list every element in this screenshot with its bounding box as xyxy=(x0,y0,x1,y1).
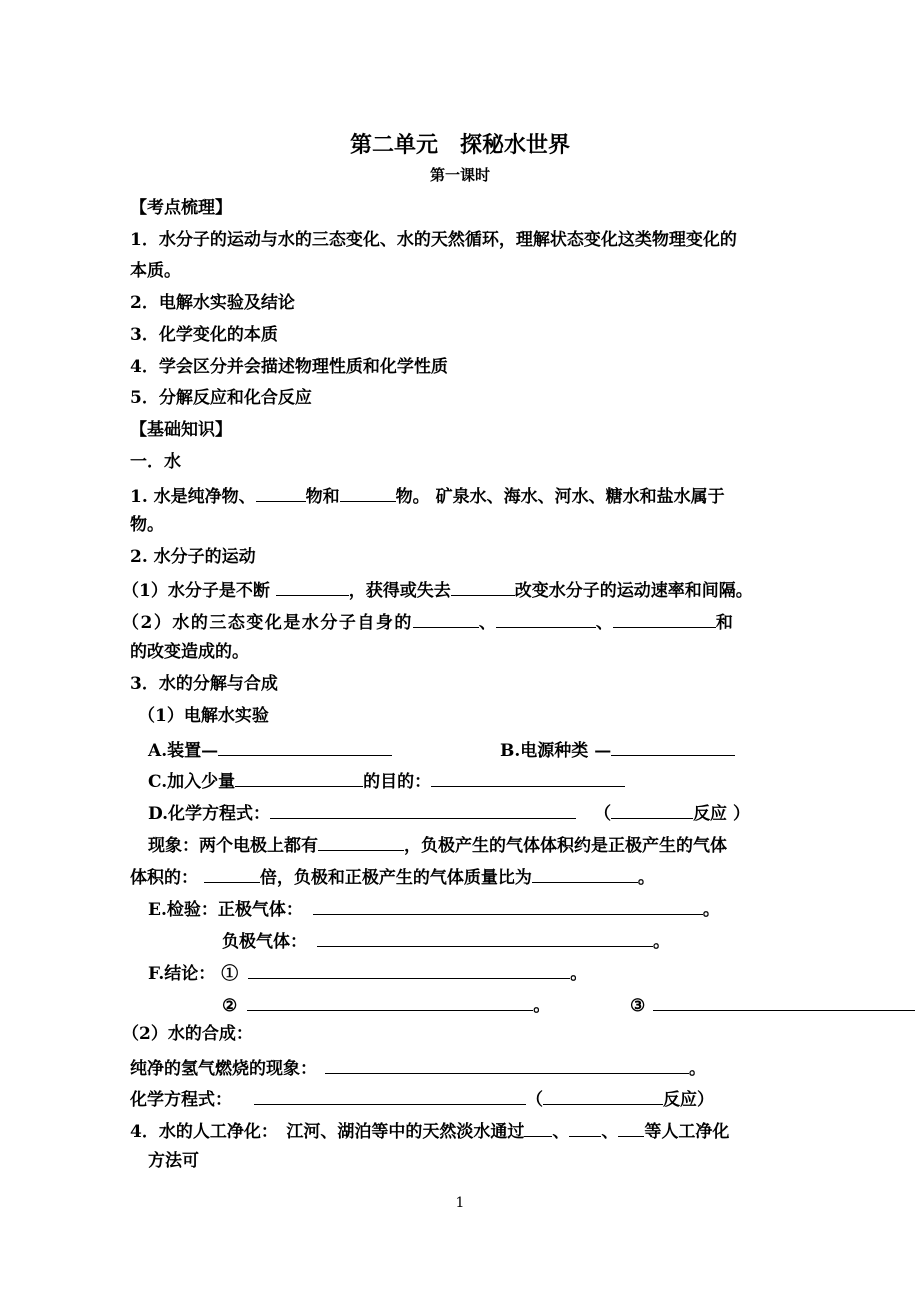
question-2-title: 2. 水分子的运动 xyxy=(130,547,256,567)
item-label: A.装置— xyxy=(148,741,219,761)
item-label: 。 xyxy=(653,932,670,952)
item-f-conclusion-1 xyxy=(148,960,587,985)
answer-blank[interactable] xyxy=(524,1118,552,1137)
phenomenon-text: 倍，负极和正极产生的气体质量比为 xyxy=(259,868,532,888)
page-title: 第二单元 探秘水世界 xyxy=(349,132,570,158)
phenomenon-line-2 xyxy=(130,864,655,889)
answer-blank[interactable] xyxy=(618,1118,644,1137)
q4-text: 、 xyxy=(601,1122,619,1142)
item-label: 。 xyxy=(702,900,720,920)
answer-blank[interactable] xyxy=(569,1118,601,1137)
answer-blank[interactable] xyxy=(653,992,915,1011)
answer-blank[interactable] xyxy=(413,609,479,628)
item-label: D.化学方程式： xyxy=(148,804,271,824)
item-a-apparatus xyxy=(148,737,392,762)
q4-text: 等人工净化 xyxy=(644,1122,730,1142)
question-4 xyxy=(130,1118,729,1143)
answer-blank[interactable] xyxy=(204,864,260,883)
kaodian-heading: 【考点梳理】 xyxy=(130,198,232,218)
question-2-cont: 的改变造成的。 xyxy=(130,642,249,662)
item-d-equation xyxy=(148,800,750,825)
item-label: C.加入少量 xyxy=(148,772,236,792)
page-number: 1 xyxy=(455,1195,465,1211)
answer-blank[interactable] xyxy=(318,832,404,851)
item-f-conclusion-2 xyxy=(222,992,550,1017)
q4-text: 、 xyxy=(552,1122,570,1142)
q1-text: 1. 水是纯净物、 xyxy=(130,487,256,507)
question-2-2 xyxy=(122,609,733,634)
kaodian-item: 1．水分子的运动与水的三态变化、水的天然循环，理解状态变化这类物理变化的 xyxy=(130,230,737,250)
item-label: E.检验：正极气体： xyxy=(148,900,303,920)
answer-blank[interactable] xyxy=(313,896,703,915)
answer-blank[interactable] xyxy=(543,1086,663,1105)
item-label: 负极气体： xyxy=(222,932,307,952)
answer-blank[interactable] xyxy=(611,800,693,819)
phenomenon-text: 体积的： xyxy=(130,868,204,888)
kaodian-item: 4．学会区分并会描述物理性质和化学性质 xyxy=(130,357,448,377)
q2-text: ，获得或失去 xyxy=(348,581,451,601)
kaodian-item: 5．分解反应和化合反应 xyxy=(130,388,312,408)
phenomenon-text: 现象：两个电极上都有 xyxy=(148,836,318,856)
item-label: 化学方程式： xyxy=(130,1090,232,1110)
item-label: 反应） xyxy=(663,1090,714,1110)
item-label: （ xyxy=(526,1090,543,1110)
item-label: （ xyxy=(594,804,612,824)
hydrogen-combustion xyxy=(130,1055,706,1080)
answer-blank[interactable] xyxy=(325,1055,689,1074)
answer-blank[interactable] xyxy=(254,1086,526,1105)
item-label: ② xyxy=(222,996,238,1016)
electrolysis-subtitle: （1）电解水实验 xyxy=(138,706,269,726)
kaodian-item: 3．化学变化的本质 xyxy=(130,325,278,345)
answer-blank[interactable] xyxy=(317,928,653,947)
phenomenon-line-1 xyxy=(148,832,727,857)
q2-text: 、 xyxy=(595,613,613,633)
part-heading-water: 一．水 xyxy=(130,452,181,472)
item-e-test-positive xyxy=(148,896,720,921)
item-f-conclusion-3 xyxy=(630,992,915,1017)
kaodian-item: 本质。 xyxy=(130,261,181,281)
answer-blank[interactable] xyxy=(431,768,625,787)
item-label: ③ xyxy=(630,996,646,1016)
water-synthesis-subtitle: （2）水的合成： xyxy=(122,1024,253,1044)
q2-text: 和 xyxy=(715,613,733,633)
item-b-power xyxy=(500,737,735,762)
item-label: 。 xyxy=(533,996,551,1016)
answer-blank[interactable] xyxy=(532,864,638,883)
q2-text: 改变水分子的运动速率和间隔。 xyxy=(514,581,753,601)
kaodian-item: 2．电解水实验及结论 xyxy=(130,293,295,313)
item-e-test-negative xyxy=(222,928,670,953)
question-3-title: 3．水的分解与合成 xyxy=(130,674,278,694)
lesson-subtitle: 第一课时 xyxy=(429,166,490,184)
answer-blank[interactable] xyxy=(256,483,306,502)
answer-blank[interactable] xyxy=(218,737,392,756)
question-1-line xyxy=(130,483,725,508)
item-c-additive xyxy=(148,768,625,793)
item-label: 。 xyxy=(689,1059,706,1079)
q1-text: 物和 xyxy=(305,487,340,507)
answer-blank[interactable] xyxy=(611,737,735,756)
item-label: 纯净的氢气燃烧的现象： xyxy=(130,1059,317,1079)
q2-text: （1）水分子是不断 xyxy=(122,581,276,601)
answer-blank[interactable] xyxy=(613,609,716,628)
phenomenon-text: ，负极产生的气体体积约是正极产生的气体 xyxy=(404,836,727,856)
q1-text: 物。 矿泉水、海水、河水、糖水和盐水属于 xyxy=(395,487,725,507)
answer-blank[interactable] xyxy=(276,577,349,596)
answer-blank[interactable] xyxy=(496,609,596,628)
q2-text: 、 xyxy=(478,613,496,633)
answer-blank[interactable] xyxy=(247,992,533,1011)
jichu-heading: 【基础知识】 xyxy=(130,420,232,440)
answer-blank[interactable] xyxy=(340,483,396,502)
answer-blank[interactable] xyxy=(235,768,363,787)
item-label: 的目的： xyxy=(363,772,432,792)
item-label: 反应 ） xyxy=(693,804,750,824)
synthesis-equation xyxy=(130,1086,714,1111)
phenomenon-text: 。 xyxy=(637,868,655,888)
question-2-1 xyxy=(122,577,753,602)
q2-text: （2）水的三态变化是水分子自身的 xyxy=(122,613,413,633)
answer-blank[interactable] xyxy=(451,577,515,596)
question-4-cont: 方法可 xyxy=(148,1151,199,1171)
answer-blank[interactable] xyxy=(270,800,576,819)
item-label: B.电源种类 — xyxy=(500,741,612,761)
item-label: F.结论： ① xyxy=(148,964,239,984)
q4-text: 4．水的人工净化： 江河、湖泊等中的天然淡水通过 xyxy=(130,1122,525,1142)
item-label: 。 xyxy=(570,964,588,984)
answer-blank[interactable] xyxy=(248,960,570,979)
question-1-cont: 物。 xyxy=(130,515,164,535)
